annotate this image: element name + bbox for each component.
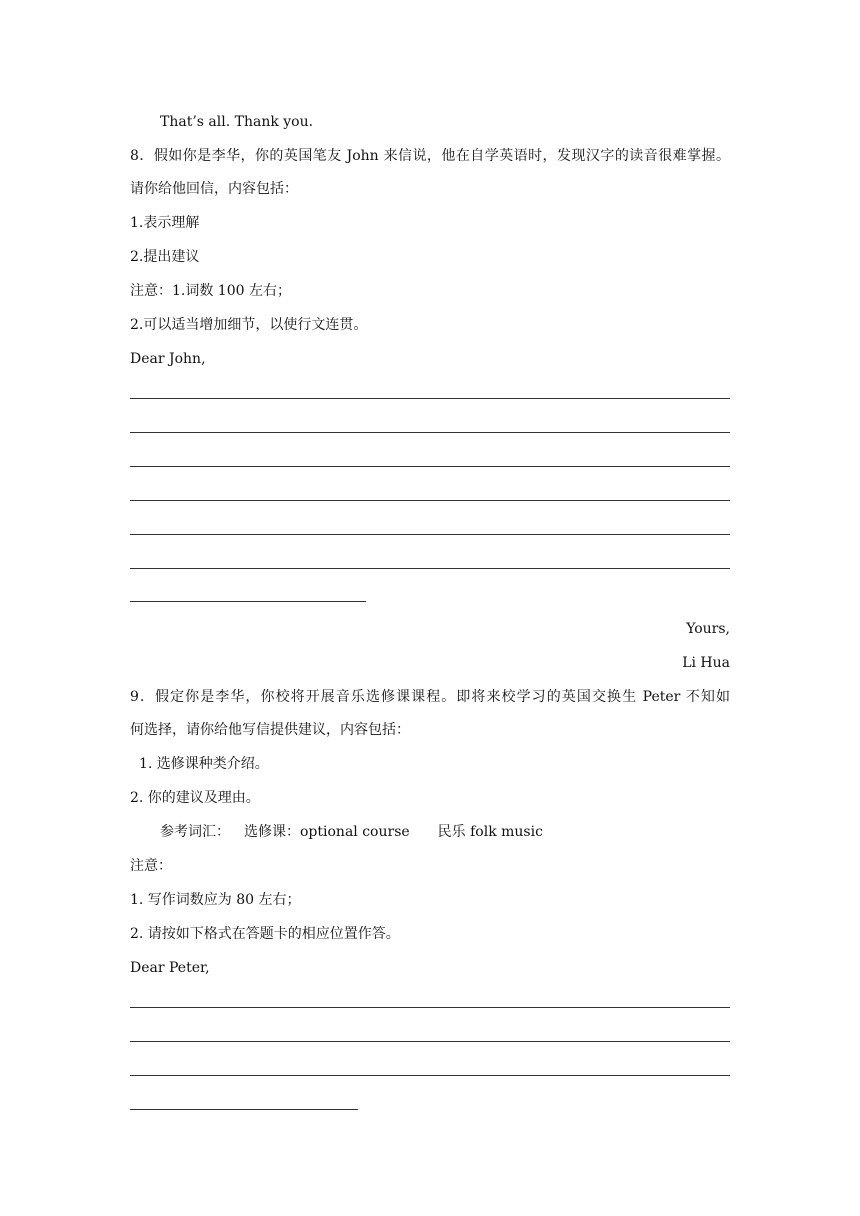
q9-vocabulary (160, 823, 543, 841)
q8-point-2: 2.提出建议 (130, 249, 200, 265)
q8-note-2: 2.可以适当增加细节，以使行文连贯。 (130, 317, 368, 333)
q8-sign-yours: Yours, (686, 621, 730, 637)
q8-answer-line (130, 500, 730, 501)
q8-prompt-line1: 8．假如你是李华，你的英国笔友 John 来信说，他在自学英语时，发现汉字的读音很难掌握。 (130, 148, 730, 164)
q9-point-1: 1. 选修课种类介绍。 (139, 756, 269, 772)
q8-sign-name: Li Hua (682, 655, 730, 671)
q8-point-1: 1.表示理解 (130, 215, 200, 231)
q8-answer-line (130, 432, 730, 433)
q9-note-label: 注意： (130, 858, 172, 874)
previous-closing: That’s all. Thank you. (160, 114, 314, 130)
q9-vocab-item-2: 民乐 folk music (437, 824, 543, 840)
q9-note-1: 1. 写作词数应为 80 左右； (130, 892, 301, 908)
q8-note-1: 注意：1.词数 100 左右； (130, 283, 291, 299)
q9-salutation: Dear Peter, (130, 960, 210, 976)
q9-answer-line (130, 1041, 730, 1042)
q9-vocab-item-1: 选修课：optional course (244, 824, 410, 840)
q9-answer-line-end (130, 1109, 358, 1110)
q9-answer-line (130, 1075, 730, 1076)
q9-vocab-label: 参考词汇： (160, 824, 230, 840)
q9-point-2: 2. 你的建议及理由。 (130, 790, 260, 806)
q8-prompt-line2: 请你给他回信，内容包括： (130, 181, 298, 197)
q9-answer-line (130, 1007, 730, 1008)
q8-answer-line (130, 568, 730, 569)
q8-answer-line (130, 398, 730, 399)
q8-answer-line (130, 534, 730, 535)
q8-answer-line (130, 466, 730, 467)
q9-prompt-line2: 何选择，请你给他写信提供建议，内容包括： (130, 722, 410, 738)
q9-note-2: 2. 请按如下格式在答题卡的相应位置作答。 (130, 926, 400, 942)
q8-salutation: Dear John, (130, 351, 206, 367)
q9-prompt-line1: 9．假定你是李华，你校将开展音乐选修课课程。即将来校学习的英国交换生 Peter 不知如 (130, 689, 730, 705)
q8-answer-line-end (130, 601, 366, 602)
